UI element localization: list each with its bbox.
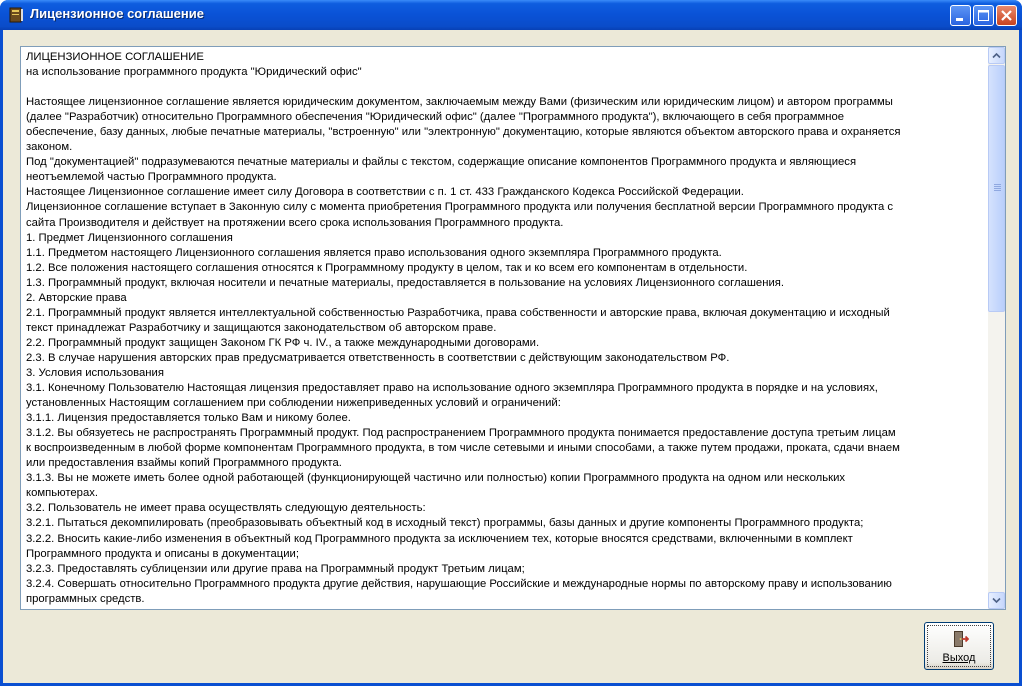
license-text-line: 2.2. Программный продукт защищен Законом ГК РФ ч. IV., а также международными договорами. xyxy=(26,336,540,349)
license-text-line: 2.1. Программный продукт является интеллектуальной собственностью Разработчика, права собственности и авторские права, включая документацию и исходный xyxy=(26,306,890,319)
scroll-up-button[interactable] xyxy=(988,47,1005,64)
book-icon xyxy=(8,7,24,23)
exit-door-icon xyxy=(951,630,969,648)
close-icon xyxy=(997,6,1016,25)
license-text-line: 3.1.1. Лицензия предоставляется только Вам и никому более. xyxy=(26,412,351,425)
vertical-scrollbar[interactable] xyxy=(988,47,1005,609)
license-text-line: 3.2. Пользователь не имеет права осуществлять следующую деятельность: xyxy=(26,502,426,515)
license-text-line: сайта Производителя и действует на протяжении всего срока использования Программного продукта. xyxy=(26,216,564,229)
license-text-line xyxy=(26,80,986,95)
scroll-grip xyxy=(994,184,1001,192)
scroll-down-button[interactable] xyxy=(988,592,1005,609)
license-text-line: установленных Настоящим соглашением при соблюдении нижеприведенных условий и ограничений: xyxy=(26,397,561,410)
exit-button-label: Выход xyxy=(942,652,976,664)
license-text-line: 1.2. Все положения настоящего соглашения относятся к Программному продукту в целом, так и ко всем его компонентам в отдельности. xyxy=(26,261,748,274)
license-text-line: 3.1. Конечному Пользователю Настоящая лицензия предоставляет право на использование одного экземпляра Программного продукта в порядке и на условиях, xyxy=(26,382,878,395)
license-text-line: текст принадлежат Разработчику и защищаются законодательством об авторском праве. xyxy=(26,321,497,334)
license-text-line: неотъемлемой частью Программного продукта. xyxy=(26,171,277,184)
license-text-line: ЛИЦЕНЗИОННОЕ СОГЛАШЕНИЕ xyxy=(26,51,204,63)
scroll-up-arrow-icon xyxy=(992,52,1001,59)
license-text-line: к воспроизведенным в любой форме компонентам Программного продукта, в том числе сетевыми и иными способами, а также путем продажи, проката, сдачи внаем xyxy=(26,442,900,455)
scroll-down-arrow-icon xyxy=(992,597,1001,604)
license-text-line: 3.2.2. Вносить какие-либо изменения в объектный код Программного продукта за исключением тех, которые вносятся средствами, включенными в комплект xyxy=(26,532,853,545)
license-text-line: Настоящее лицензионное соглашение является юридическим документом, заключаемым между Вами (физическим или юридическим лицом) и автором программы xyxy=(26,96,893,109)
license-text-line: 3.2.4. Совершать относительно Программного продукта другие действия, нарушающие Российские и международные нормы по авторскому праву и использованию xyxy=(26,577,892,590)
license-text-line: компьютерах. xyxy=(26,487,99,500)
maximize-button[interactable] xyxy=(973,5,994,26)
license-text-line: программных средств. xyxy=(26,592,145,605)
minimize-button[interactable] xyxy=(950,5,971,26)
license-text-line: 3.1.3. Вы не можете иметь более одной работающей (функционирующей частично или полностью) копии Программного продукта на одном или нескольких xyxy=(26,472,846,485)
license-text-line: (далее "Разработчик) относительно Программного обеспечения "Юридический офис" (далее "Программного продукта"), включающего в себя программное xyxy=(26,111,845,124)
license-text-line: Лицензионное соглашение вступает в Законную силу с момента приобретения Программного продукта или получения бесплатной версии Программного продукта с xyxy=(26,201,894,214)
license-text-line: 2.3. В случае нарушения авторских прав предусматривается ответственность в соответствии с действующим законодательством РФ. xyxy=(26,351,730,364)
license-text-line: 1.3. Программный продукт, включая носители и печатные материалы, предоставляется в пользование на условиях Лицензионного соглашения. xyxy=(26,276,785,289)
license-text xyxy=(26,50,986,606)
license-text-box[interactable] xyxy=(20,46,1006,610)
license-text-line: 3.1.2. Вы обязуетесь не распространять Программный продукт. Под распространением Программного продукта понимается предоставление доступа третьим лицам xyxy=(26,427,896,440)
scroll-thumb[interactable] xyxy=(988,65,1005,312)
license-text-line: 3.2.1. Пытаться декомпилировать (преобразовывать объектный код в исходный текст) программы, базы данных и другие компоненты Программного продукта; xyxy=(26,517,864,530)
license-text-line: 2. Авторские права xyxy=(26,291,127,304)
maximize-icon xyxy=(974,6,993,25)
minimize-icon xyxy=(951,6,970,25)
exit-button[interactable] xyxy=(924,622,994,670)
license-text-line: 3. Условия использования xyxy=(26,366,164,379)
license-text-line: Программного продукта и описаны в документации; xyxy=(26,547,299,560)
close-button[interactable] xyxy=(996,5,1017,26)
license-text-line: 1.1. Предметом настоящего Лицензионного соглашения является право использования одного экземпляра Программного продукта. xyxy=(26,246,722,259)
license-text-line: законом. xyxy=(26,141,73,154)
license-text-line: или предоставления взаймы копий Программного продукта. xyxy=(26,457,342,470)
window-title: Лицензионное соглашение xyxy=(30,6,204,21)
license-text-line: обеспечение, базу данных, любые печатные материалы, "встроенную" или "электронную" документацию, которые являются объектом авторского права и охраняется xyxy=(26,126,901,139)
title-bar[interactable] xyxy=(0,0,1022,30)
license-text-line: Настоящее Лицензионное соглашение имеет силу Договора в соответствии с п. 1 ст. 433 Гражданского Кодекса Российской Федерации. xyxy=(26,186,744,199)
license-text-line: на использование программного продукта "Юридический офис" xyxy=(26,66,362,79)
license-text-line: 3.2.3. Предоставлять сублицензии или другие права на Программный продукт Третьим лицам; xyxy=(26,562,525,575)
license-text-line: 1. Предмет Лицензионного соглашения xyxy=(26,231,233,244)
license-text-line: Под "документацией" подразумеваются печатные материалы и файлы с текстом, содержащие описание компонентов Программного продукта и являющиеся xyxy=(26,156,857,169)
